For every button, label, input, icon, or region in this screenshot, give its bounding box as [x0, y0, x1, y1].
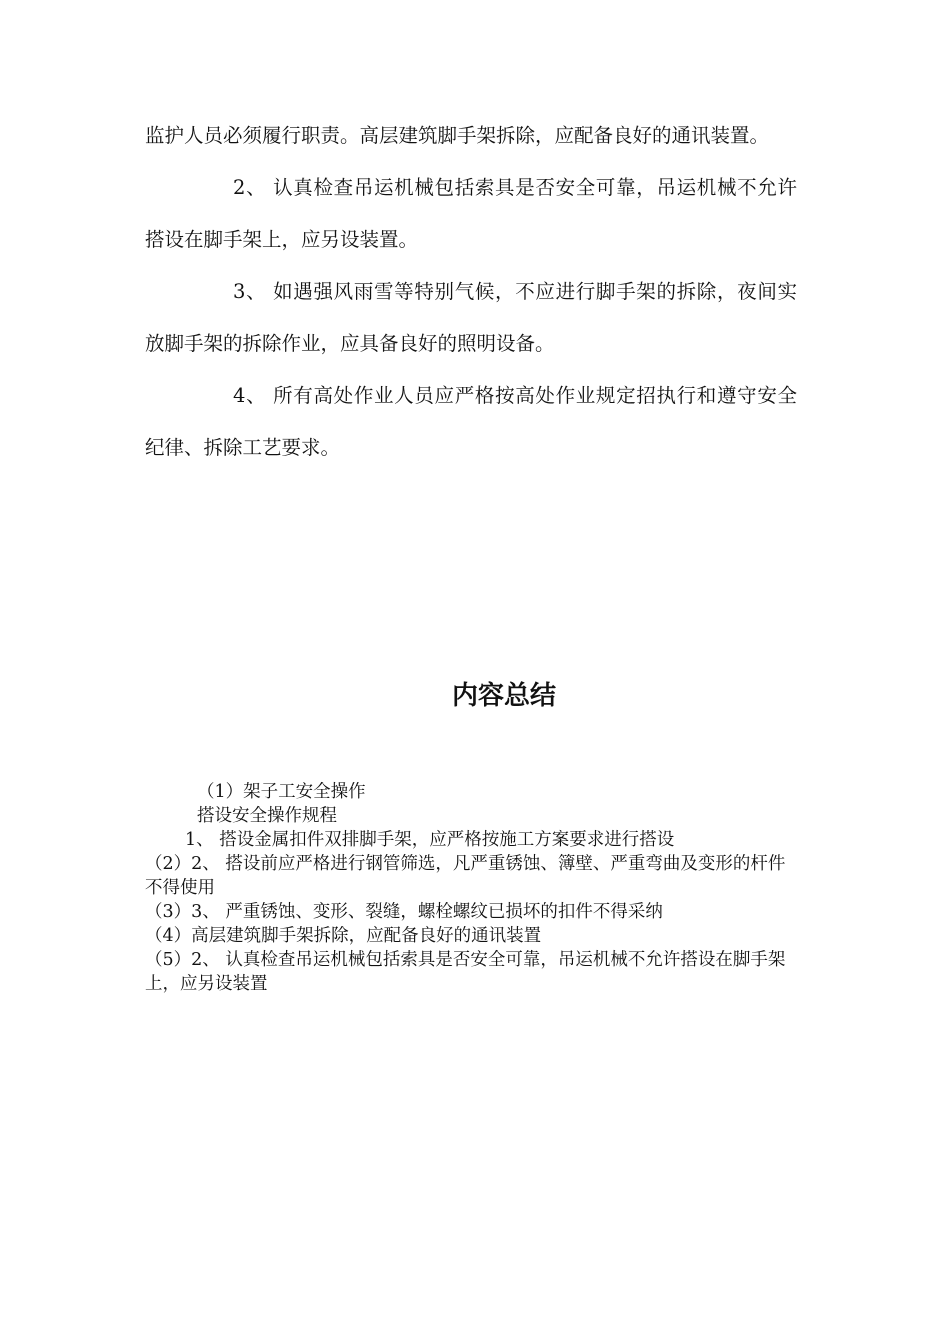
body-text	[145, 110, 797, 474]
paragraph-item-4: 4、 所有高处作业人员应严格按高处作业规定招执行和遵守安全纪律、拆除工艺要求。	[145, 384, 797, 459]
paragraph-item-3: 3、 如遇强风雨雪等特别气候，不应进行脚手架的拆除，夜间实放脚手架的拆除作业，应具备良好的照明设备。	[145, 280, 797, 355]
summary-section	[145, 780, 797, 996]
paragraph-item-2: 2、 认真检查吊运机械包括索具是否安全可靠，吊运机械不允许搭设在脚手架上，应另设装置。	[145, 176, 797, 251]
summary-line: （3）3、 严重锈蚀、变形、裂缝，螺栓螺纹已损坏的扣件不得采纳	[145, 902, 663, 922]
summary-line: （1）架子工安全操作	[197, 782, 366, 802]
summary-title: 内容总结	[451, 681, 556, 711]
summary-line: （2）2、 搭设前应严格进行钢管筛选，凡严重锈蚀、簿壁、严重弯曲及变形的杆件不得使用	[145, 854, 786, 898]
summary-line: （5）2、 认真检查吊运机械包括索具是否安全可靠，吊运机械不允许搭设在脚手架上，应另设装置	[145, 950, 786, 994]
summary-line: 搭设安全操作规程	[197, 806, 337, 826]
summary-line: （4）高层建筑脚手架拆除，应配备良好的通讯装置	[145, 926, 542, 946]
paragraph-continuation: 监护人员必须履行职责。高层建筑脚手架拆除，应配备良好的通讯装置。	[145, 124, 770, 147]
summary-line: 1、 搭设金属扣件双排脚手架，应严格按施工方案要求进行搭设	[185, 830, 675, 850]
